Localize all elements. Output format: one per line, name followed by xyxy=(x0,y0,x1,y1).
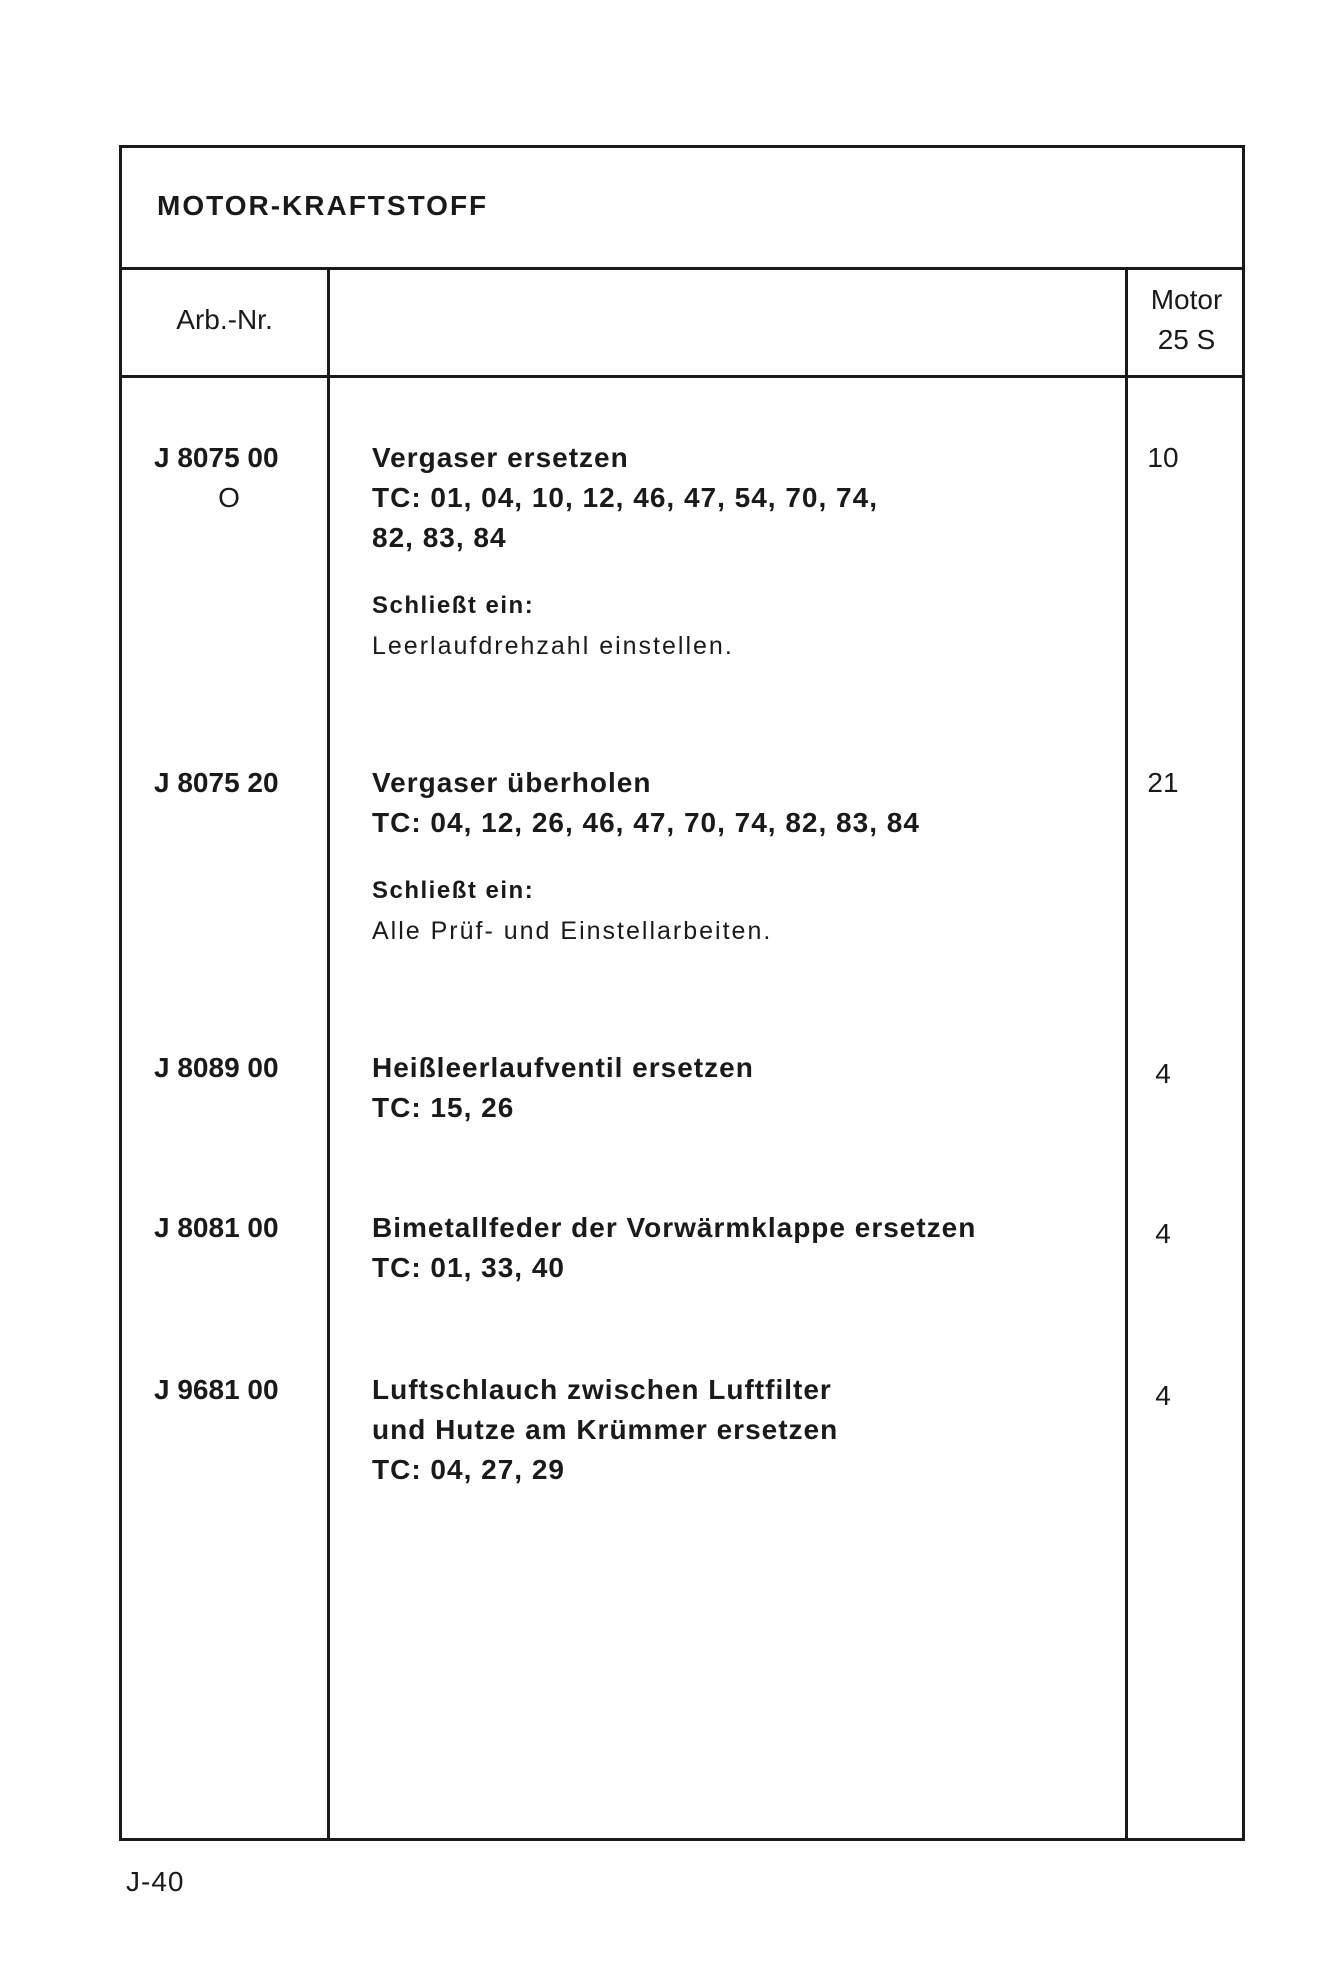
description-cell xyxy=(372,763,1112,951)
motor-value: 4 xyxy=(1155,1380,1171,1411)
header-arb-nr: Arb.-Nr. xyxy=(176,304,273,335)
arb-code: J 8081 00 xyxy=(154,1212,279,1243)
arb-code: J 8075 20 xyxy=(154,767,279,798)
work-title: Vergaser überholen xyxy=(372,767,652,798)
arb-cell xyxy=(122,1208,327,1248)
tc-codes: TC: 15, 26 xyxy=(372,1092,515,1123)
column-header-row xyxy=(122,270,1242,378)
tc-codes: TC: 01, 04, 10, 12, 46, 47, 54, 70, 74, xyxy=(372,482,878,513)
arb-cell xyxy=(122,1048,327,1088)
motor-value: 21 xyxy=(1147,767,1179,798)
page-number: J-40 xyxy=(126,1866,185,1897)
tc-codes: TC: 04, 27, 29 xyxy=(372,1454,565,1485)
includes-label: Schließt ein: xyxy=(372,592,535,619)
tc-codes: TC: 01, 33, 40 xyxy=(372,1252,565,1283)
arb-mark: O xyxy=(218,482,240,513)
arb-cell xyxy=(122,763,327,803)
arb-code: J 9681 00 xyxy=(154,1374,279,1405)
title-row xyxy=(122,148,1242,270)
work-title: Luftschlauch zwischen Luftfilter xyxy=(372,1374,832,1405)
work-title: Bimetallfeder der Vorwärmklappe ersetzen xyxy=(372,1212,977,1243)
tc-codes-continued: 82, 83, 84 xyxy=(372,522,507,553)
description-cell xyxy=(372,1370,1112,1490)
header-motor-type: 25 S xyxy=(1157,324,1216,355)
column-divider-left xyxy=(327,270,330,1838)
includes-label: Schließt ein: xyxy=(372,877,535,904)
header-motor-label: Motor xyxy=(1150,284,1223,315)
tc-codes: TC: 04, 12, 26, 46, 47, 70, 74, 82, 83, 84 xyxy=(372,807,920,838)
motor-value: 4 xyxy=(1155,1058,1171,1089)
header-motor xyxy=(1128,280,1245,360)
work-title: Heißleerlaufventil ersetzen xyxy=(372,1052,754,1083)
includes-text: Leerlaufdrehzahl einstellen. xyxy=(372,632,734,660)
work-title: Vergaser ersetzen xyxy=(372,442,629,473)
description-cell xyxy=(372,438,1112,666)
includes-text: Alle Prüf- und Einstellarbeiten. xyxy=(372,917,773,945)
description-cell xyxy=(372,1208,1112,1288)
work-title-continued: und Hutze am Krümmer ersetzen xyxy=(372,1414,839,1445)
arb-code: J 8075 00 xyxy=(154,442,279,473)
page-title: MOTOR-KRAFTSTOFF xyxy=(157,190,489,221)
motor-value: 10 xyxy=(1147,442,1179,473)
arb-cell xyxy=(122,438,327,518)
arb-code: J 8089 00 xyxy=(154,1052,279,1083)
table-frame xyxy=(119,145,1245,1841)
description-cell xyxy=(372,1048,1112,1128)
arb-cell xyxy=(122,1370,327,1410)
motor-value: 4 xyxy=(1155,1218,1171,1249)
